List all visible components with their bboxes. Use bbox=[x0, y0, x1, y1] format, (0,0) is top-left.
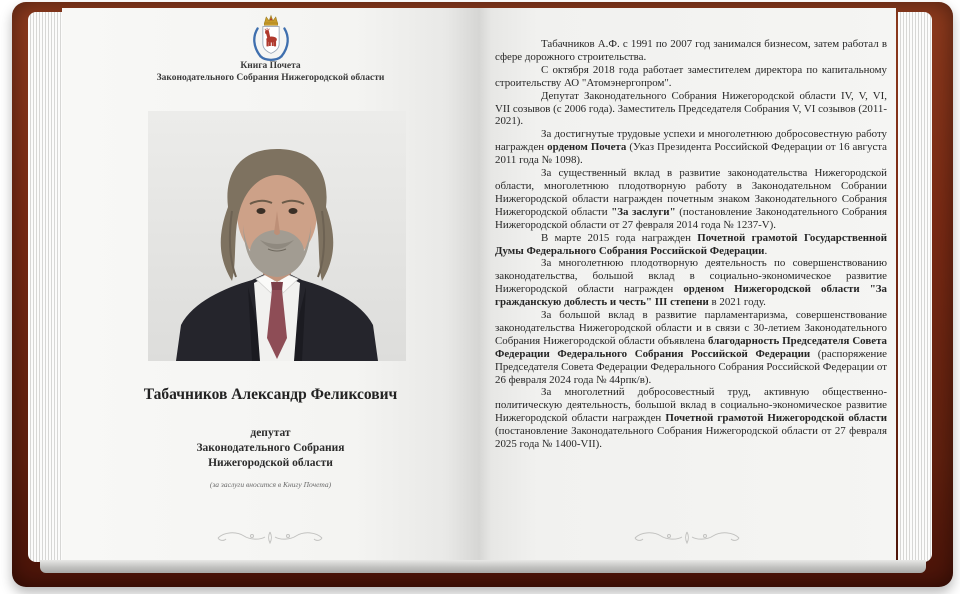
award-highlight: Почетной грамотой Нижегородской области bbox=[665, 412, 887, 425]
flourish-ornament-icon bbox=[210, 528, 330, 546]
bio-text-run: За существенный вклад в развитие законодательства Нижегородской области, многолетнюю плодотворную работу в Законодательном Собрании Нижегородской области награжден почетным знаком Законодательного Собрания Нижегородской области bbox=[495, 167, 887, 218]
book-title-block bbox=[62, 60, 479, 84]
bio-text-run: в 2021 году. bbox=[708, 296, 766, 309]
bio-text-run: Депутат Законодательного Собрания Нижегородской области IV, V, VI, VII созывов (с 2006 года). Заместитель Председателя Собрания V, VI созывов (2011-2021). bbox=[495, 89, 887, 128]
bio-paragraph bbox=[495, 128, 887, 167]
award-highlight: орденом Нижегородской области "За гражданскую доблесть и честь" III степени bbox=[495, 283, 887, 309]
nizhny-novgorod-coat-of-arms-icon bbox=[248, 14, 294, 64]
bio-text-run: За многолетнюю плодотворную деятельность по совершенствованию законодательства, большой вклад в социально-экономическое развитие Нижегородской области награжден bbox=[495, 257, 887, 296]
book-subtitle: Законодательного Собрания Нижегородской области bbox=[156, 73, 385, 83]
bio-text-run: С октября 2018 года работает заместителем директора по капитальному строительству АО "Атомэнергопром". bbox=[495, 63, 887, 89]
right-page-stack-edge bbox=[898, 12, 932, 562]
left-page-stack-edge bbox=[28, 12, 62, 562]
bio-text-run: Табачников А.Ф. с 1991 по 2007 год занимался бизнесом, затем работал в сфере дорожного строительства. bbox=[495, 38, 887, 63]
portrait-photo bbox=[148, 110, 406, 362]
bio-text-run: (постановление Законодательного Собрания Нижегородской области от 27 февраля 2025 года № 1400-VII). bbox=[495, 425, 887, 451]
award-highlight: Почетной грамотой Государственной Думы Федерального Собрания Российской Федерации bbox=[495, 231, 887, 257]
person-position-block bbox=[62, 426, 479, 471]
bio-paragraph bbox=[495, 232, 887, 258]
right-page bbox=[479, 8, 896, 566]
flourish-ornament-icon bbox=[627, 528, 747, 546]
crown-icon bbox=[264, 16, 277, 26]
bio-paragraph bbox=[495, 90, 887, 129]
bio-paragraph bbox=[495, 257, 887, 309]
entry-note: (за заслуги вносится в Книгу Почета) bbox=[209, 480, 332, 489]
book-title: Книга Почета bbox=[240, 61, 301, 71]
page-bottom-edge bbox=[40, 560, 926, 573]
bio-paragraph bbox=[495, 64, 887, 90]
bio-text-run: (распоряжение Председателя Совета Федерации Федерального Собрания Российской Федерации от 26 февраля 2024 года № 44рпк/в). bbox=[495, 347, 887, 386]
person-name: Табачников Александр Феликсович bbox=[143, 386, 398, 403]
bio-paragraph bbox=[495, 386, 887, 451]
left-page bbox=[62, 8, 479, 566]
bio-text-run: В марте 2015 года награжден bbox=[541, 231, 698, 244]
position-line: Законодательного Собрания bbox=[196, 442, 345, 454]
bio-text bbox=[495, 38, 887, 451]
bio-paragraph bbox=[495, 309, 887, 386]
award-highlight: благодарность Председателя Совета Федерации Федерального Собрания Российской Федерации bbox=[495, 334, 887, 360]
position-line: депутат bbox=[250, 427, 291, 439]
award-highlight: "За заслуги" bbox=[611, 205, 676, 218]
bio-text-run: (Указ Президента Российской Федерации от 16 августа 2011 года № 1098). bbox=[495, 141, 888, 167]
position-line: Нижегородской области bbox=[208, 457, 333, 469]
award-highlight: орденом Почета bbox=[547, 141, 627, 154]
bio-paragraph bbox=[495, 38, 887, 64]
bio-paragraph bbox=[495, 167, 887, 232]
bio-text-run: За большой вклад в развитие парламентаризма, совершенствование законодательства Нижегородской области и в связи с 30-летием Законодательного Собрания Нижегородской области объявлена bbox=[495, 309, 887, 347]
bio-text-run: За многолетний добросовестный труд, активную общественно-политическую деятельность, большой вклад в социально-экономическое развитие Нижегородской области награжден bbox=[495, 386, 887, 425]
bio-text-run: (постановление Законодательного Собрания Нижегородской области от 27 февраля 2014 года № 1237-V). bbox=[495, 205, 887, 231]
bio-text-run: . bbox=[764, 244, 768, 257]
bio-text-run: За достигнутые трудовые успехи и многолетнюю добросовестную работу награжден bbox=[495, 128, 887, 154]
